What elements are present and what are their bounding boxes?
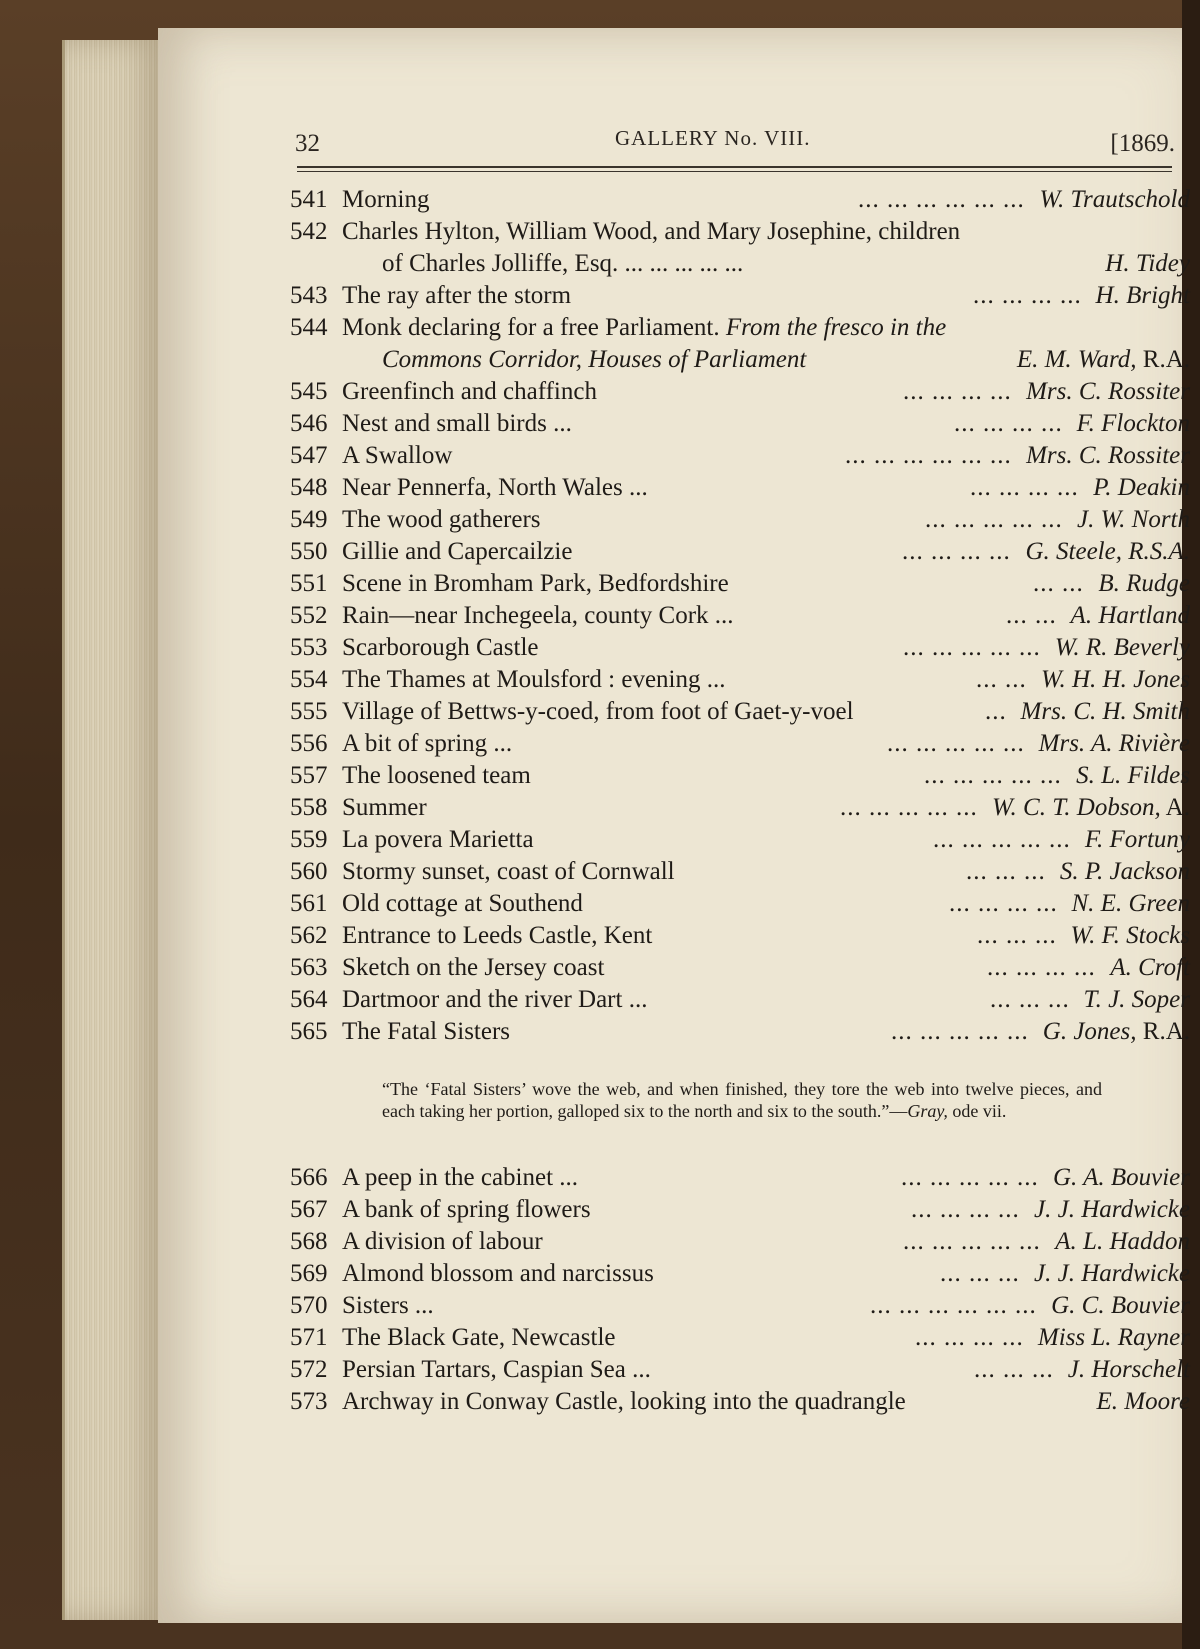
entry-title: Greenfinch and chaffinch	[342, 378, 597, 405]
entry-artist: W. R. Beverly	[1054, 634, 1190, 661]
entry-number: 552	[290, 602, 328, 629]
leader-dots: ... ...	[976, 666, 1027, 693]
entry-artist: F. Flockton	[1076, 410, 1190, 437]
catalogue-entry	[290, 504, 1190, 536]
entry-continuation	[290, 344, 1190, 376]
catalogue-entry	[290, 600, 1190, 632]
leader-dots: ... ... ... ... ... ...	[845, 442, 1012, 469]
entry-title: Gillie and Capercailzie	[342, 538, 573, 565]
catalogue-entry	[290, 1162, 1190, 1194]
entry-artist: J. Horschelt	[1067, 1356, 1190, 1383]
entries-list-a	[290, 184, 1190, 1048]
header-rule-thin	[297, 171, 1172, 172]
entry-title: Scarborough Castle	[342, 634, 539, 661]
catalogue-entry	[290, 568, 1190, 600]
entry-artist: Mrs. C. Rossiter	[1026, 378, 1190, 405]
entry-title: Dartmoor and the river Dart ...	[342, 986, 648, 1013]
artist-suffix: R.A.	[1136, 1018, 1190, 1045]
leader-dots: ... ... ... ... ...	[901, 1164, 1039, 1191]
catalogue-entry	[290, 536, 1190, 568]
leader-dots: ... ... ...	[990, 986, 1070, 1013]
entry-artist: W. Trautschold	[1039, 186, 1190, 213]
leader-dots: ... ... ... ...	[902, 538, 1011, 565]
entry-title: A bit of spring ...	[342, 730, 513, 757]
gallery-title: GALLERY No. VIII.	[615, 126, 811, 150]
entry-number: 550	[290, 538, 328, 565]
entry-artist: S. P. Jackson	[1059, 858, 1190, 885]
catalogue-entry	[290, 792, 1190, 824]
entry-title: A division of labour	[342, 1228, 543, 1255]
entry-number: 562	[290, 922, 328, 949]
header-rule	[297, 166, 1172, 168]
catalogue-entry	[290, 312, 1190, 344]
entry-title: Summer	[342, 794, 427, 821]
catalogue-entries	[290, 184, 1190, 1418]
entry-number: 542	[290, 218, 328, 245]
entry-artist: J. J. Hardwicke	[1034, 1196, 1190, 1223]
catalogue-entry	[290, 984, 1190, 1016]
entry-title: The Thames at Moulsford : evening ...	[342, 666, 726, 693]
artist-suffix: A.	[1160, 794, 1190, 821]
leader-dots: ... ... ... ... ...	[840, 794, 978, 821]
note-author: Gray,	[907, 1101, 948, 1121]
entry-artist: N. E. Green	[1071, 890, 1190, 917]
entries-list-b	[290, 1162, 1190, 1418]
entry-number: 569	[290, 1260, 328, 1287]
page-number: 32	[295, 130, 320, 157]
entry-title: La povera Marietta	[342, 826, 534, 853]
catalogue-entry	[290, 760, 1190, 792]
catalogue-entry	[290, 952, 1190, 984]
entry-number: 560	[290, 858, 328, 885]
entry-title: Near Pennerfa, North Wales ...	[342, 474, 648, 501]
entry-number: 572	[290, 1356, 328, 1383]
entry-artist: A. Hartland	[1070, 602, 1190, 629]
entry-title: A peep in the cabinet ...	[342, 1164, 579, 1191]
page-header	[295, 126, 1175, 170]
catalogue-entry	[290, 1290, 1190, 1322]
entry-number: 555	[290, 698, 328, 725]
page-edges	[62, 40, 165, 1620]
entry-artist: H. Tidey	[1105, 250, 1190, 277]
entry-number: 570	[290, 1292, 328, 1319]
entry-artist: G. Jones, R.A.	[1042, 1018, 1190, 1045]
leader-dots: ... ... ... ...	[954, 410, 1063, 437]
leader-dots: ... ... ... ... ...	[887, 730, 1025, 757]
note-text: “The ‘Fatal Sisters’ wove the web, and when finished, they tore the web into twelve pieces, and each taking her portion, galloped six to the north and six to the south.”—	[382, 1079, 1102, 1121]
entry-number: 543	[290, 282, 328, 309]
entry-number: 567	[290, 1196, 328, 1223]
leader-dots: ... ... ...	[966, 858, 1046, 885]
entry-artist: H. Bright	[1095, 282, 1190, 309]
leader-dots: ... ... ... ...	[903, 378, 1012, 405]
note-ref: ode vii.	[947, 1101, 1007, 1121]
entry-number: 564	[290, 986, 328, 1013]
entry-number: 573	[290, 1388, 328, 1415]
leader-dots: ... ... ... ... ... ...	[858, 186, 1025, 213]
leader-dots: ...	[985, 698, 1007, 725]
entry-continuation	[290, 248, 1190, 280]
leader-dots: ... ... ... ... ...	[891, 1018, 1029, 1045]
entry-title: Rain—near Inchegeela, county Cork ...	[342, 602, 734, 629]
entry-title: Stormy sunset, coast of Cornwall	[342, 858, 675, 885]
leader-dots: ... ... ... ... ...	[903, 1228, 1041, 1255]
entry-title: Sisters ...	[342, 1292, 434, 1319]
entry-number: 547	[290, 442, 328, 469]
leader-dots: ... ... ... ...	[987, 954, 1096, 981]
entry-title: A Swallow	[342, 442, 453, 469]
entry-artist: Mrs. C. Rossiter	[1026, 442, 1190, 469]
catalogue-entry	[290, 728, 1190, 760]
entry-number: 563	[290, 954, 328, 981]
entry-title: The loosened team	[342, 762, 531, 789]
leader-dots: ... ...	[1006, 602, 1057, 629]
entry-artist: B. Rudge	[1098, 570, 1190, 597]
catalogue-entry	[290, 632, 1190, 664]
catalogue-entry	[290, 920, 1190, 952]
entry-artist: A. Croft	[1110, 954, 1190, 981]
catalogue-entry	[290, 1226, 1190, 1258]
entry-number: 546	[290, 410, 328, 437]
entry-number: 556	[290, 730, 328, 757]
entry-artist: Mrs. A. Rivière	[1038, 730, 1190, 757]
leader-dots: ... ... ...	[977, 922, 1057, 949]
entry-artist: E. M. Ward, R.A.	[1016, 346, 1190, 373]
leader-dots: ... ... ... ... ...	[903, 634, 1041, 661]
entry-number: 559	[290, 826, 328, 853]
catalogue-entry	[290, 1322, 1190, 1354]
leader-dots: ... ... ... ... ... ...	[870, 1292, 1037, 1319]
entry-number: 554	[290, 666, 328, 693]
leader-dots: ... ...	[1033, 570, 1084, 597]
catalogue-entry	[290, 408, 1190, 440]
entry-artist: S. L. Fildes	[1076, 762, 1190, 789]
leader-dots: ... ... ... ...	[970, 474, 1079, 501]
entry-number: 558	[290, 794, 328, 821]
entry-number: 565	[290, 1018, 328, 1045]
entry-title: Scene in Bromham Park, Bedfordshire	[342, 570, 729, 597]
entry-artist: J. J. Hardwicke	[1034, 1260, 1190, 1287]
entry-number: 566	[290, 1164, 328, 1191]
entry-title: Almond blossom and narcissus	[342, 1260, 654, 1287]
leader-dots: ... ... ... ...	[973, 282, 1082, 309]
leader-dots: ... ... ... ...	[915, 1324, 1024, 1351]
catalogue-entry	[290, 472, 1190, 504]
entry-number: 541	[290, 186, 328, 213]
catalogue-entry	[290, 376, 1190, 408]
entry-artist: W. F. Stocks	[1070, 922, 1190, 949]
entry-number: 549	[290, 506, 328, 533]
entry-title: Charles Hylton, William Wood, and Mary Josephine, children	[342, 218, 961, 245]
leader-dots: ... ... ... ... ...	[924, 762, 1062, 789]
catalogue-entry	[290, 1258, 1190, 1290]
entry-title: Entrance to Leeds Castle, Kent	[342, 922, 653, 949]
entry-artist: Mrs. C. H. Smith	[1020, 698, 1190, 725]
entry-title: The Black Gate, Newcastle	[342, 1324, 616, 1351]
catalogue-entry	[290, 1194, 1190, 1226]
quotation-note	[382, 1078, 1102, 1122]
entry-artist: F. Fortuny	[1084, 826, 1190, 853]
catalogue-entry	[290, 1386, 1190, 1418]
catalogue-entry	[290, 696, 1190, 728]
entry-fresco-note: From the fresco in the	[725, 314, 947, 341]
entry-artist: G. A. Bouvier	[1052, 1164, 1190, 1191]
leader-dots: ... ... ... ...	[949, 890, 1058, 917]
leader-dots: ... ... ...	[940, 1260, 1020, 1287]
entry-title: Archway in Conway Castle, looking into the quadrangle	[342, 1388, 906, 1415]
catalogue-entry	[290, 184, 1190, 216]
entry-number: 548	[290, 474, 328, 501]
entry-artist: G. C. Bouvier	[1051, 1292, 1190, 1319]
catalogue-entry	[290, 664, 1190, 696]
catalogue-entry	[290, 824, 1190, 856]
entry-number: 557	[290, 762, 328, 789]
catalogue-entry	[290, 1016, 1190, 1048]
leader-dots: ... ... ... ... ...	[925, 506, 1063, 533]
entry-title: The wood gatherers	[342, 506, 541, 533]
entry-artist: W. H. H. Jones	[1040, 666, 1190, 693]
catalogue-entry	[290, 856, 1190, 888]
entry-number: 568	[290, 1228, 328, 1255]
entry-artist: G. Steele, R.S.A.	[1025, 538, 1190, 565]
catalogue-entry	[290, 1354, 1190, 1386]
catalogue-entry	[290, 888, 1190, 920]
entry-number: 551	[290, 570, 328, 597]
entry-title: Nest and small birds ...	[342, 410, 572, 437]
entry-number: 561	[290, 890, 328, 917]
entry-number: 571	[290, 1324, 328, 1351]
entry-number: 545	[290, 378, 328, 405]
entry-title: A bank of spring flowers	[342, 1196, 591, 1223]
leader-dots: ... ... ...	[974, 1356, 1054, 1383]
entry-title: Old cottage at Southend	[342, 890, 583, 917]
entry-artist: A. L. Haddon	[1055, 1228, 1190, 1255]
leader-dots: ... ... ... ...	[911, 1196, 1020, 1223]
entry-artist: T. J. Soper	[1083, 986, 1190, 1013]
entry-title: Monk declaring for a free Parliament. From the fresco in the	[342, 314, 947, 341]
entry-number: 544	[290, 314, 328, 341]
entry-title: Village of Bettws-y-coed, from foot of Gaet-y-voel	[342, 698, 854, 725]
entry-artist: E. Moore	[1096, 1388, 1190, 1415]
entry-artist: Miss L. Rayner	[1037, 1324, 1190, 1351]
entry-artist: J. W. North	[1077, 506, 1190, 533]
entry-artist: W. C. T. Dobson, A.	[992, 794, 1190, 821]
entry-artist: P. Deakin	[1093, 474, 1190, 501]
entry-title-continued: of Charles Jolliffe, Esq. ... ... ... ... ...	[382, 250, 744, 277]
catalogue-entry	[290, 440, 1190, 472]
entry-title: The Fatal Sisters	[342, 1018, 511, 1045]
entry-title-continued: Commons Corridor, Houses of Parliament	[382, 346, 807, 373]
catalogue-entry	[290, 216, 1190, 248]
entry-title: Persian Tartars, Caspian Sea ...	[342, 1356, 651, 1383]
entry-title: Morning	[342, 186, 430, 213]
entry-number: 553	[290, 634, 328, 661]
year-label: [1869.	[1110, 130, 1175, 157]
entry-title: Sketch on the Jersey coast	[342, 954, 605, 981]
entry-title: The ray after the storm	[342, 282, 572, 309]
catalogue-entry	[290, 280, 1190, 312]
artist-suffix: R.A.	[1136, 346, 1190, 373]
leader-dots: ... ... ... ... ...	[933, 826, 1071, 853]
